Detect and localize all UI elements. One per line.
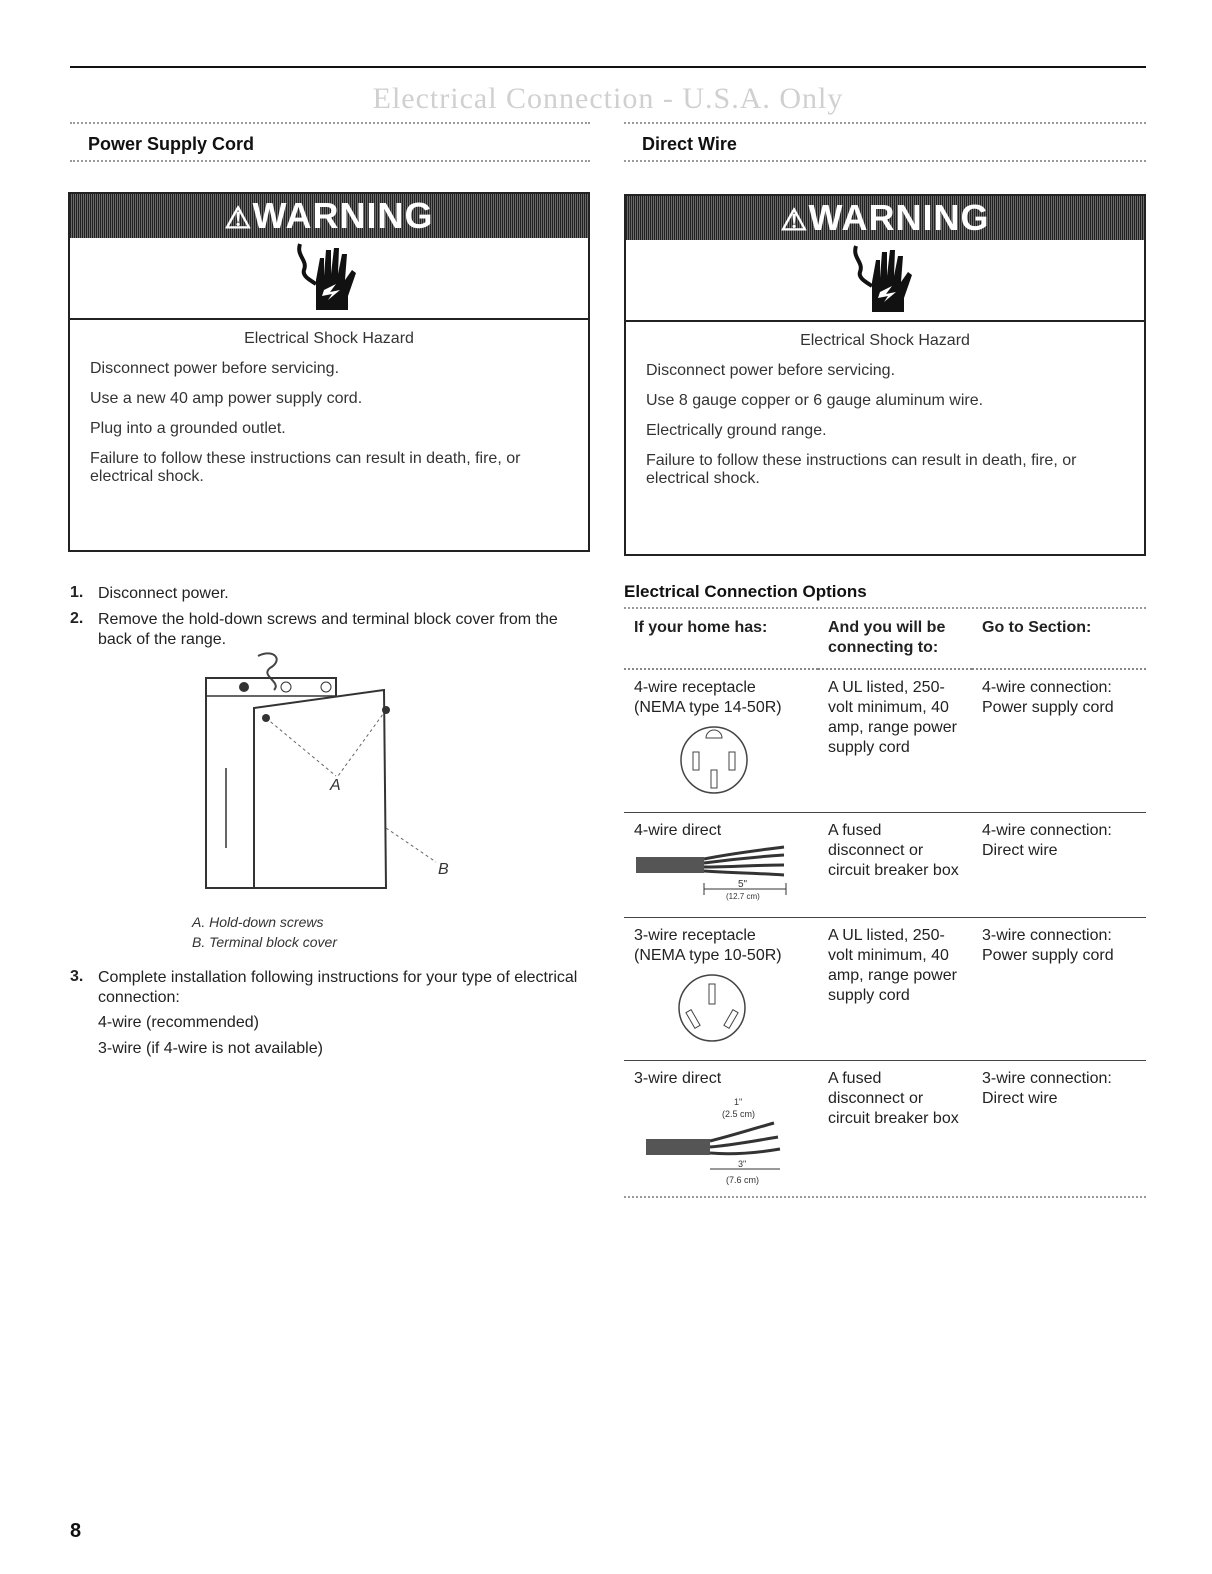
dimension-label: (7.6 cm) — [726, 1175, 760, 1185]
dimension-label: 3" — [738, 1159, 747, 1169]
warning-line: Use a new 40 amp power supply cord. — [90, 390, 363, 407]
divider — [70, 122, 590, 124]
warning-banner — [626, 196, 1144, 240]
section-heading-power-supply-cord: Power Supply Cord — [88, 134, 255, 154]
table-cell: 4-wire connection: Power supply cord — [982, 679, 1114, 716]
warning-triangle-icon: ⚠ — [224, 202, 253, 235]
instruction-steps-continued — [70, 968, 580, 1066]
hazard-title: Electrical Shock Hazard — [800, 332, 970, 349]
options-title: Electrical Connection Options — [624, 582, 867, 601]
section-heading-direct-wire: Direct Wire — [642, 134, 737, 154]
step-text: Remove the hold-down screws and terminal block cover from the back of the range. — [98, 611, 558, 648]
instruction-steps — [70, 584, 580, 656]
divider — [624, 160, 1146, 162]
warning-box-power-cord — [68, 192, 590, 552]
warning-box-direct-wire — [624, 194, 1146, 556]
warning-line: Use 8 gauge copper or 6 gauge aluminum wire. — [646, 392, 984, 409]
top-rule — [70, 66, 1146, 68]
step-text: Complete installation following instructions for your type of electrical connection: — [98, 969, 578, 1006]
figure-caption — [192, 912, 337, 952]
table-cell: A fused disconnect or circuit breaker box — [818, 813, 972, 918]
shock-hazard-pictogram — [626, 240, 1144, 322]
connection-option: 4-wire (recommended) — [98, 1014, 259, 1031]
table-row — [624, 1061, 1146, 1204]
divider — [624, 607, 1146, 609]
table-cell: A UL listed, 250-volt minimum, 40 amp, range power supply cord — [818, 918, 972, 1061]
warning-triangle-icon: ⚠ — [780, 204, 809, 237]
warning-line: Disconnect power before servicing. — [646, 362, 896, 379]
shock-hazard-pictogram — [70, 238, 588, 320]
table-cell: 4-wire connection: Direct wire — [972, 813, 1146, 918]
table-cell — [624, 813, 818, 918]
divider — [624, 122, 1146, 124]
step-number: 3. — [70, 968, 84, 985]
table-cell — [624, 669, 818, 813]
cell-text: 4-wire direct — [634, 822, 722, 839]
column-header: If your home has: — [624, 612, 818, 669]
electric-shock-hand-icon — [850, 242, 920, 318]
table-row — [624, 669, 1146, 813]
table-cell — [624, 918, 818, 1061]
column-header: And you will be connecting to: — [818, 612, 972, 669]
step — [70, 968, 580, 1008]
warning-line: Failure to follow these instructions can result in death, fire, or electrical shock. — [90, 450, 521, 485]
step — [70, 584, 580, 604]
warning-label: WARNING — [252, 195, 434, 236]
step-number: 2. — [70, 610, 84, 627]
cell-text: 4-wire receptacle (NEMA type 14-50R) — [634, 679, 782, 716]
caption-line: A. Hold-down screws — [192, 914, 324, 930]
caption-line: B. Terminal block cover — [192, 934, 337, 950]
step-number: 1. — [70, 584, 84, 601]
divider — [70, 160, 590, 162]
divider — [624, 1196, 1146, 1198]
three-wire-cable-icon — [634, 1091, 804, 1187]
step-text: Disconnect power. — [98, 585, 229, 602]
page-number: 8 — [70, 1520, 82, 1542]
table-cell — [624, 1061, 818, 1204]
warning-label: WARNING — [808, 197, 990, 238]
warning-line: Disconnect power before servicing. — [90, 360, 340, 377]
four-wire-cable-icon — [634, 843, 804, 901]
cell-text: 3-wire direct — [634, 1070, 722, 1087]
table-row — [624, 918, 1146, 1061]
column-header: Go to Section: — [972, 612, 1146, 669]
dimension-label: 1" — [734, 1097, 743, 1107]
dimension-label: (12.7 cm) — [726, 892, 760, 901]
warning-line: Failure to follow these instructions can result in death, fire, or electrical shock. — [646, 452, 1077, 487]
nema-14-50r-receptacle-icon — [674, 724, 754, 796]
warning-text — [70, 320, 588, 496]
warning-banner — [70, 194, 588, 238]
nema-10-50r-receptacle-icon — [672, 972, 752, 1044]
dimension-label: 5" — [738, 879, 748, 890]
table-cell: A UL listed, 250-volt minimum, 40 amp, range power supply cord — [828, 679, 957, 756]
electric-shock-hand-icon — [294, 240, 364, 316]
page-title: Electrical Connection - U.S.A. Only — [372, 82, 844, 115]
warning-line: Plug into a grounded outlet. — [90, 420, 286, 437]
table-cell: A fused disconnect or circuit breaker box — [818, 1061, 972, 1204]
connection-option: 3-wire (if 4-wire is not available) — [98, 1040, 323, 1057]
cell-text: 3-wire receptacle (NEMA type 10-50R) — [634, 927, 782, 964]
terminal-block-cover-diagram — [196, 648, 476, 908]
warning-text — [626, 322, 1144, 498]
table-row — [624, 813, 1146, 918]
hazard-title: Electrical Shock Hazard — [244, 330, 414, 347]
table-cell: 3-wire connection: Power supply cord — [972, 918, 1146, 1061]
callout-a: A — [330, 777, 341, 794]
step — [70, 610, 580, 650]
warning-line: Electrically ground range. — [646, 422, 827, 439]
callout-b: B — [438, 861, 449, 878]
connection-options-table — [624, 612, 1146, 1203]
dimension-label: (2.5 cm) — [722, 1109, 756, 1119]
table-cell: 3-wire connection: Direct wire — [972, 1061, 1146, 1204]
table-header-row — [624, 612, 1146, 669]
